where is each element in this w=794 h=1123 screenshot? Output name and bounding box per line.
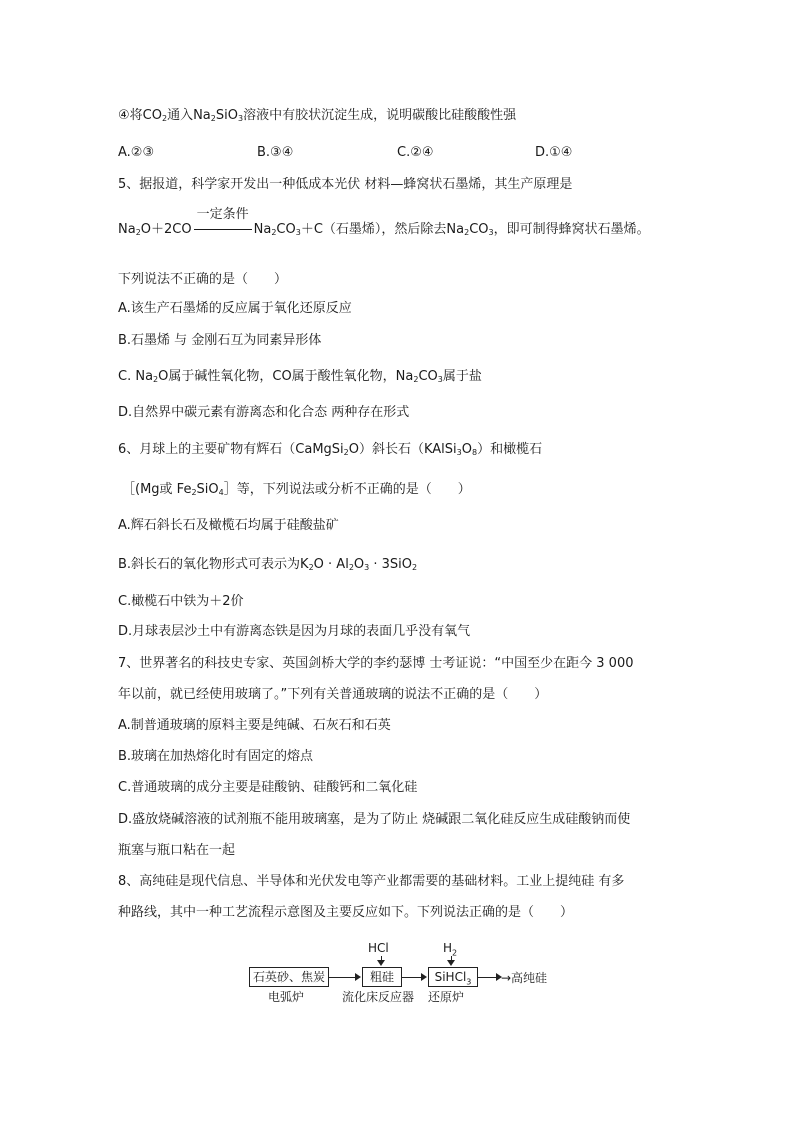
q7-option-b[interactable]: B.玻璃在加热熔化时有固定的熔点 <box>118 749 314 764</box>
q5-equation: $Na_2O+2CO$ 一定条件 $Na_2CO_3+C$（石墨烯），然后除去$Na_2CO_3$，即可制得蜂窝状石墨烯。 <box>118 207 650 237</box>
q8-stem-line2: 种路线，其中一种工艺流程示意图及主要反应如下。下列说法正确的是（ ） <box>118 905 574 920</box>
q4-options <box>118 144 678 162</box>
arrow-down-icon <box>377 960 385 966</box>
arrow-right-icon <box>421 973 427 981</box>
flow-box-raw-materials: 石英砂、焦炭 <box>249 967 329 987</box>
q6-stem: 6、月球上的主要矿物有辉石（CaMgSi$_2$O）斜长石$(KAlSi_3O_8)$和橄榄石 <box>118 442 543 457</box>
q5-option-b[interactable]: B.石墨烯 与 金刚石互为同素异形体 <box>118 333 322 348</box>
q6-option-c[interactable]: C.橄榄石中铁为＋2价 <box>118 594 244 609</box>
q6-option-d[interactable]: D.月球表层沙土中有游离态铁是因为月球的表面几乎没有氧气 <box>118 624 471 639</box>
reaction-condition: 一定条件 <box>194 221 252 239</box>
q4-option-b[interactable]: B.③④ <box>257 145 294 160</box>
q4-option-d[interactable]: D.①④ <box>535 145 573 160</box>
q7-option-c[interactable]: C.普通玻璃的成分主要是硅酸钠、硅酸钙和二氧化硅 <box>118 780 418 795</box>
q5-option-d[interactable]: D.自然界中碳元素有游离态和化合态 两种存在形式 <box>118 405 410 420</box>
q8-stem-line1: 8、高纯硅是现代信息、半导体和光伏发电等产业都需要的基础材料。工业上提纯硅 有多 <box>118 874 625 889</box>
flow-label-arc-furnace: 电弧炉 <box>268 990 305 1004</box>
q7-stem-line2: 年以前，就已经使用玻璃了。”下列有关普通玻璃的说法不正确的是（ ） <box>118 687 548 702</box>
flow-input-hcl: HCl <box>368 941 389 955</box>
q7-stem-line1: 7、世界著名的科技史专家、英国剑桥大学的李约瑟博 士考证说：“中国至少在距今 3 000 <box>118 656 634 671</box>
q7-option-d-line1[interactable]: D.盛放烧碱溶液的试剂瓶不能用玻璃塞，是为了防止 烧碱跟二氧化硅反应生成硅酸钠而使 <box>118 812 631 827</box>
q6-option-a[interactable]: A.辉石斜长石及橄榄石均属于硅酸盐矿 <box>118 518 339 533</box>
flow-label-fluidized-bed: 流化床反应器 <box>342 990 415 1004</box>
flow-box-sihcl3: SiHCl$_3$ <box>428 967 478 987</box>
flow-label-reduction-furnace: 还原炉 <box>428 990 465 1004</box>
arrow-right-icon <box>355 973 361 981</box>
q5-option-c[interactable]: C. $Na_2O$属于碱性氧化物，CO属于酸性氧化物，$Na_2CO_3$属于盐 <box>118 369 482 384</box>
q6-stem-line2: ［(Mg或 $Fe_2SiO_4]$等，下列说法或分析不正确的是（ ） <box>122 482 471 497</box>
q7-option-d-line2: 瓶塞与瓶口粘在一起 <box>118 843 236 858</box>
q4-option-a[interactable]: A.②③ <box>118 145 155 160</box>
q4-option-c[interactable]: C.②④ <box>397 145 434 160</box>
flow-box-crude-silicon: 粗硅 <box>362 967 402 987</box>
q7-option-a[interactable]: A.制普通玻璃的原料主要是纯碱、石灰石和石英 <box>118 718 391 733</box>
q5-ask: 下列说法不正确的是（ ） <box>118 272 288 287</box>
flow-input-h2: $H_2$ <box>443 941 458 958</box>
q5-option-a[interactable]: A.该生产石墨烯的反应属于氧化还原反应 <box>118 301 352 316</box>
q5-stem: 5、据报道，科学家开发出一种低成本光伏 材料—蜂窝状石墨烯，其生产原理是 <box>118 177 573 192</box>
arrow-down-icon <box>447 960 455 966</box>
flow-output-high-purity-silicon: →高纯硅 <box>501 971 548 985</box>
q4-statement-4: ④将$CO_2$通入$Na_2SiO_3$溶液中有胶状沉淀生成，说明碳酸比硅酸酸性强 <box>118 108 517 123</box>
q6-option-b[interactable]: B.斜长石的氧化物形式可表示为$K_2O \cdot Al_2O_3 \cdot 3SiO_2$ <box>118 557 418 572</box>
